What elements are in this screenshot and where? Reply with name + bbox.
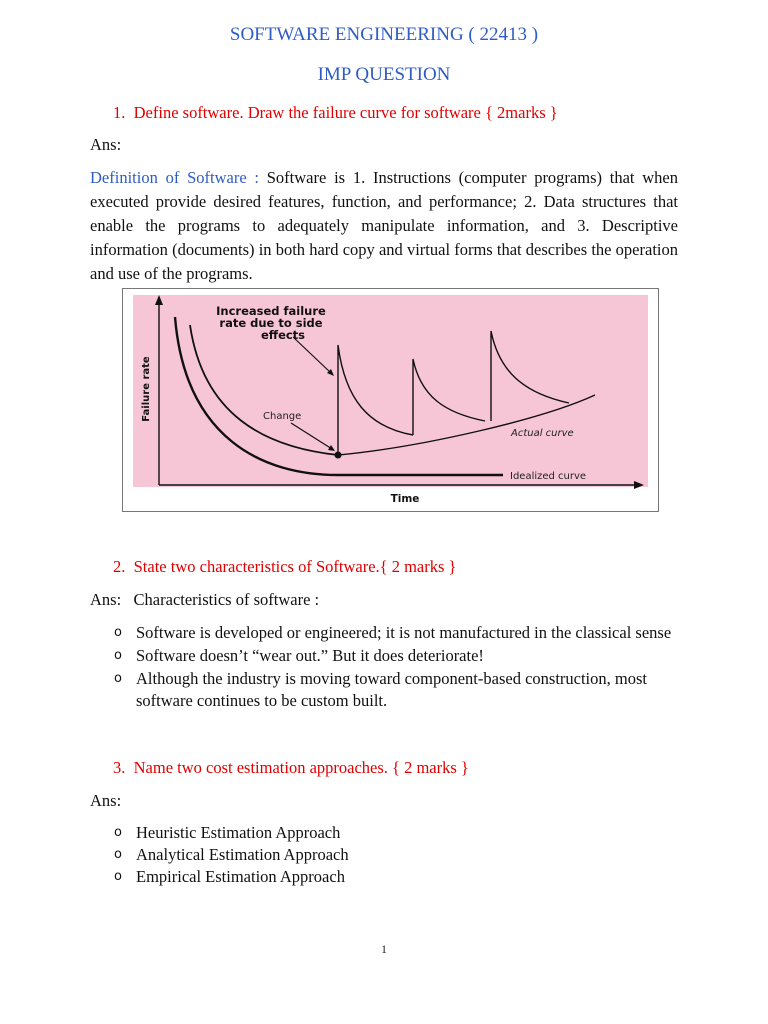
annotation-line-3: effects [260,328,306,342]
answer-2-intro: Characteristics of software : [133,590,320,609]
annotation-line-2: rate due to side [219,316,323,330]
list-item [114,668,680,712]
actual-curve-label: Actual curve [511,428,574,439]
question-2-number: 2. [113,557,126,576]
characteristics-list [114,622,680,712]
bullet-marker: o [114,625,122,640]
list-item-text: Software is developed or engineered; it is not manufactured in the classical sense [136,623,672,642]
question-1-number: 1. [113,103,126,122]
question-3-number: 3. [113,758,126,777]
question-3-text: Name two cost estimation approaches. { 2 marks } [133,758,469,777]
failure-curve-figure [122,288,659,512]
list-item-text: Heuristic Estimation Approach [136,823,341,842]
question-2 [113,557,456,577]
annotation-line-1: Increased failure [216,304,326,318]
x-axis-label: Time [390,493,420,505]
bullet-marker: o [114,648,122,663]
bullet-marker: o [114,825,122,840]
question-1-text: Define software. Draw the failure curve for software { 2marks } [133,103,558,122]
bullet-marker: o [114,847,122,862]
question-3 [113,758,469,778]
failure-curve-diagram [123,289,658,511]
list-item [114,844,680,866]
answer-1-label: Ans: [90,135,122,154]
list-item-text: Although the industry is moving toward component-based construction, most software continues to be custom built. [136,669,647,710]
list-item [114,822,680,844]
question-2-text: State two characteristics of Software.{ 2 marks } [133,557,457,576]
document-title: SOFTWARE ENGINEERING ( 22413 ) [229,24,539,45]
figure-background [133,295,648,487]
definition-lead: Definition of Software : [90,168,267,187]
change-point [335,452,342,459]
answer-3-label: Ans: [90,791,122,810]
definition-paragraph [90,166,678,286]
list-item [114,866,680,888]
y-axis-label: Failure rate [141,356,152,422]
list-item [114,622,680,644]
bullet-marker: o [114,671,122,686]
answer-2-label: Ans: [90,590,122,609]
question-1 [113,103,558,123]
idealized-curve-label: Idealized curve [510,471,587,482]
change-label: Change [263,411,302,422]
list-item-text: Software doesn’t “wear out.” But it does deteriorate! [136,646,484,665]
answer-2 [90,590,319,610]
definition-text: Software is 1. Instructions (computer programs) that when executed provide desired features, function, and performance; 2. Data structures that enable the programs to adequately manipulate information, and 3. Descriptive information (documents) in both hard copy and virtual forms that describes the operation and use of the programs. [90,168,678,283]
estimation-approaches-list [114,822,680,888]
list-item [114,645,680,667]
document-subtitle: IMP QUESTION [317,64,451,85]
list-item-text: Empirical Estimation Approach [136,867,345,886]
page-number: 1 [381,942,387,956]
list-item-text: Analytical Estimation Approach [136,845,349,864]
bullet-marker: o [114,869,122,884]
